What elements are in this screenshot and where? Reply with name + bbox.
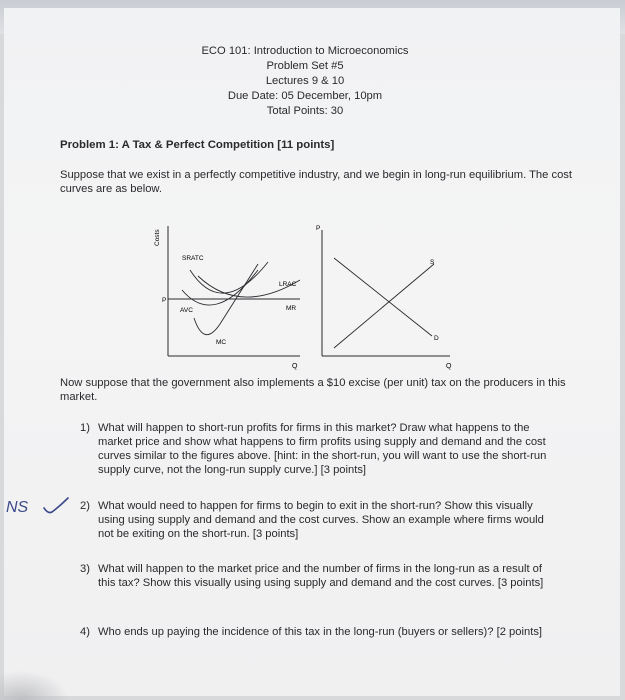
avc-label: AVC [180, 307, 193, 314]
handwritten-mark [4, 494, 76, 518]
question-number: 3) [80, 563, 90, 575]
left-x-label: Q [292, 363, 298, 370]
demand-line [334, 258, 432, 336]
right-y-label: P [316, 225, 321, 232]
question-text: What would need to happen for firms to begin to exit in the short-run? Show this visually using using supply and demand and the cost curves. Show an example where firms would not be exiting on the short-run. [3 points] [98, 500, 544, 540]
problem-title: Problem 1: A Tax & Perfect Competition [11 points] [60, 139, 335, 151]
left-y-label: Costs [154, 229, 161, 246]
supply-line [334, 264, 434, 348]
total-points: Total Points: 30 [266, 105, 344, 117]
left-price-label: P [162, 297, 167, 304]
question-number: 1) [80, 422, 90, 434]
question-number: 2) [80, 500, 90, 512]
question-text: Who ends up paying the incidence of this tax in the long-run (buyers or sellers)? [2 points] [98, 626, 543, 638]
question-text: What will happen to the market price and the number of firms in the long-run as a result of this tax? Show this visually using using supply and demand and the cost curves. [3 points] [98, 563, 544, 589]
check-mark-icon [44, 498, 68, 513]
intro-paragraph: Suppose that we exist in a perfectly competitive industry, and we begin in long-run equilibrium. The cost curves are as below. [60, 169, 572, 195]
cost-curves-figure [150, 220, 470, 372]
finger-shadow [0, 670, 70, 700]
mc-label: MC [216, 339, 227, 346]
course-title: ECO 101: Introduction to Microeconomics [201, 45, 409, 57]
right-x-label: Q [446, 363, 452, 370]
sratc-label: SRATC [182, 255, 204, 262]
lectures-label: Lectures 9 & 10 [265, 75, 345, 87]
document-header [200, 44, 410, 119]
lrac-label: LRAC [279, 281, 297, 288]
handwritten-ns: NS [6, 499, 29, 516]
due-date: Due Date: 05 December, 10pm [227, 90, 383, 102]
problem-set-label: Problem Set #5 [266, 60, 344, 72]
question-text: What will happen to short-run profits for firms in this market? Draw what happens to the market price and show what happens to firm profits using supply and demand and the cost curves similar to the figures above. [hint: in the short-run, you will want to use the short-run supply curve, not the long-run supply curve.] [3 points] [98, 422, 547, 476]
mr-label: MR [286, 305, 297, 312]
demand-label: D [434, 335, 439, 342]
question-number: 4) [80, 626, 90, 638]
supply-label: S [430, 259, 435, 266]
tax-paragraph: Now suppose that the government also implements a $10 excise (per unit) tax on the producers in this market. [60, 377, 566, 403]
